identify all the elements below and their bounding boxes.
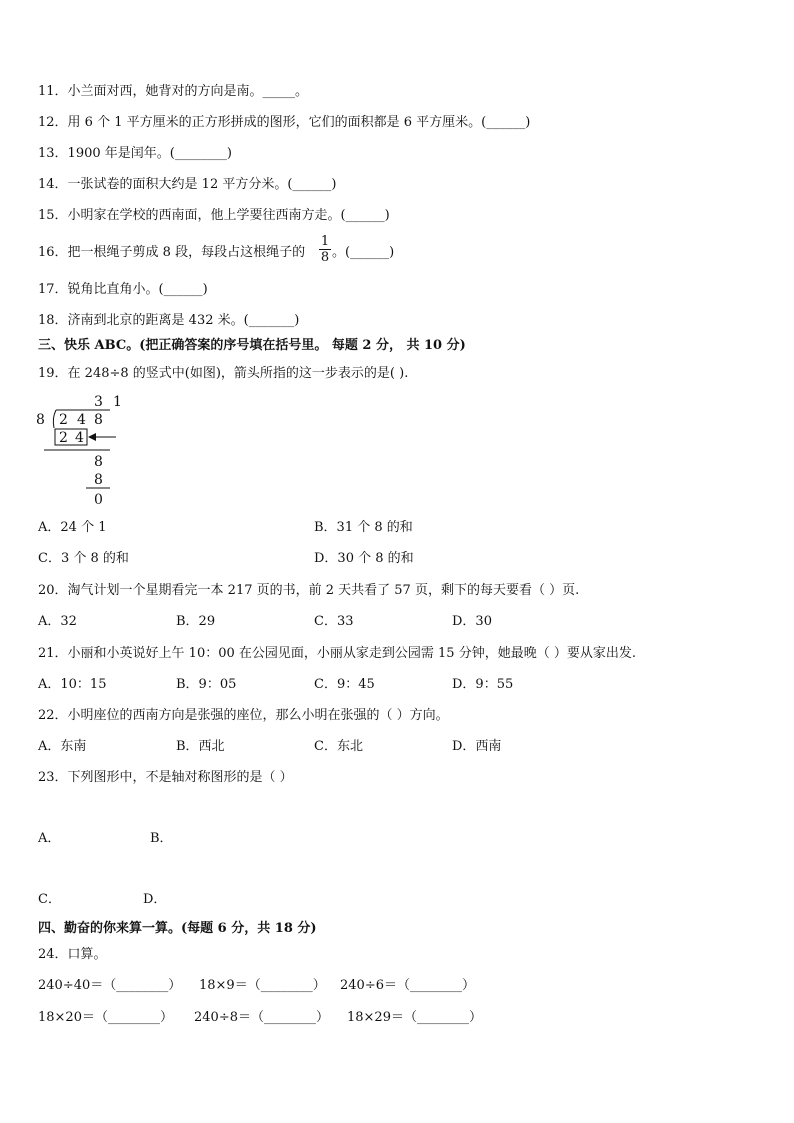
question-13: 13．1900 年是闰年。(________) — [38, 146, 232, 161]
mental-math-item: 18×20＝（________） — [38, 1010, 173, 1025]
q19-option-c: C．3 个 8 的和 — [38, 551, 129, 566]
q21-option-b: B．9：05 — [176, 677, 237, 692]
question-18: 18．济南到北京的距离是 432 米。(_______) — [38, 313, 300, 328]
step-digit: 8 — [94, 454, 103, 470]
q23-option-b: B． — [150, 831, 173, 846]
question-16-text: 16．把一根绳子剪成 8 段，每段占这根绳子的 — [38, 245, 306, 260]
q21-option-a: A．10：15 — [38, 677, 107, 692]
q20-option-d: D．30 — [452, 614, 492, 629]
quotient-digit: 1 — [113, 394, 122, 410]
question-11: 11．小兰面对西，她背对的方向是南。_____。 — [38, 84, 309, 99]
question-20: 20．淘气计划一个星期看完一本 217 页的书，前 2 天共看了 57 页，剩下的每天要看（ ）页. — [38, 583, 580, 598]
fraction-one-eighth — [318, 235, 332, 264]
question-22: 22．小明座位的西南方向是张强的座位，那么小明在张强的（ ）方向。 — [38, 708, 449, 723]
divisor: 8 — [36, 412, 45, 428]
q20-option-a: A．32 — [38, 614, 77, 629]
q23-option-a: A． — [38, 831, 61, 846]
dividend-digit: 2 — [59, 412, 68, 428]
mental-math-item: 18×9＝（________） — [199, 978, 326, 993]
dividend-digit: 8 — [94, 412, 103, 428]
question-14: 14．一张试卷的面积大约是 12 平方分米。(______) — [38, 177, 337, 192]
q19-option-b: B．31 个 8 的和 — [314, 520, 413, 535]
q22-option-a: A．东南 — [38, 739, 87, 754]
fraction-numerator: 1 — [320, 234, 330, 249]
step-digit: 8 — [94, 472, 103, 488]
mental-math-item: 18×29＝（________） — [347, 1010, 482, 1025]
long-division-figure — [30, 390, 130, 510]
remainder: 0 — [94, 492, 103, 508]
mental-math-item: 240÷40＝（________） — [38, 978, 182, 993]
question-23: 23．下列图形中，不是轴对称图形的是（ ） — [38, 770, 293, 785]
question-21: 21．小丽和小英说好上午 10：00 在公园见面，小丽从家走到公园需 15 分钟，她最晚（ ）要从家出发. — [38, 646, 636, 661]
question-17: 17．锐角比直角小。(______) — [38, 282, 208, 297]
q20-option-c: C．33 — [314, 614, 354, 629]
section-4-heading: 四、勤奋的你来算一算。(每题 6 分，共 18 分) — [38, 921, 317, 936]
q22-option-d: D．西南 — [452, 739, 502, 754]
q23-option-c: C． — [38, 892, 61, 907]
division-bracket — [53, 410, 56, 428]
quotient-digit: 3 — [94, 394, 103, 410]
q23-option-d: D． — [143, 892, 167, 907]
section-3-heading: 三、快乐 ABC。(把正确答案的序号填在括号里。 每题 2 分， 共 10 分) — [38, 338, 466, 353]
fraction-denominator: 8 — [320, 250, 330, 265]
q19-option-d: D．30 个 8 的和 — [314, 551, 414, 566]
q22-option-b: B．西北 — [176, 739, 225, 754]
q21-option-d: D．9：55 — [452, 677, 514, 692]
q22-option-c: C．东北 — [314, 739, 363, 754]
mental-math-item: 240÷6＝（________） — [340, 978, 475, 993]
question-16-blank: 。(______) — [332, 245, 395, 260]
step-digit: 2 — [59, 430, 68, 446]
mental-math-item: 240÷8＝（________） — [194, 1010, 329, 1025]
step-digit: 4 — [75, 430, 84, 446]
question-19: 19．在 248÷8 的竖式中(如图)，箭头所指的这一步表示的是( ). — [38, 366, 409, 381]
arrow-icon — [88, 433, 96, 441]
q19-option-a: A．24 个 1 — [38, 520, 107, 535]
question-15: 15．小明家在学校的西南面，他上学要往西南方走。(______) — [38, 208, 390, 223]
dividend-digit: 4 — [77, 412, 86, 428]
question-12: 12．用 6 个 1 平方厘米的正方形拼成的图形，它们的面积都是 6 平方厘米。(______) — [38, 115, 531, 130]
q20-option-b: B．29 — [176, 614, 216, 629]
q21-option-c: C．9：45 — [314, 677, 375, 692]
question-24-title: 24．口算。 — [38, 947, 107, 962]
